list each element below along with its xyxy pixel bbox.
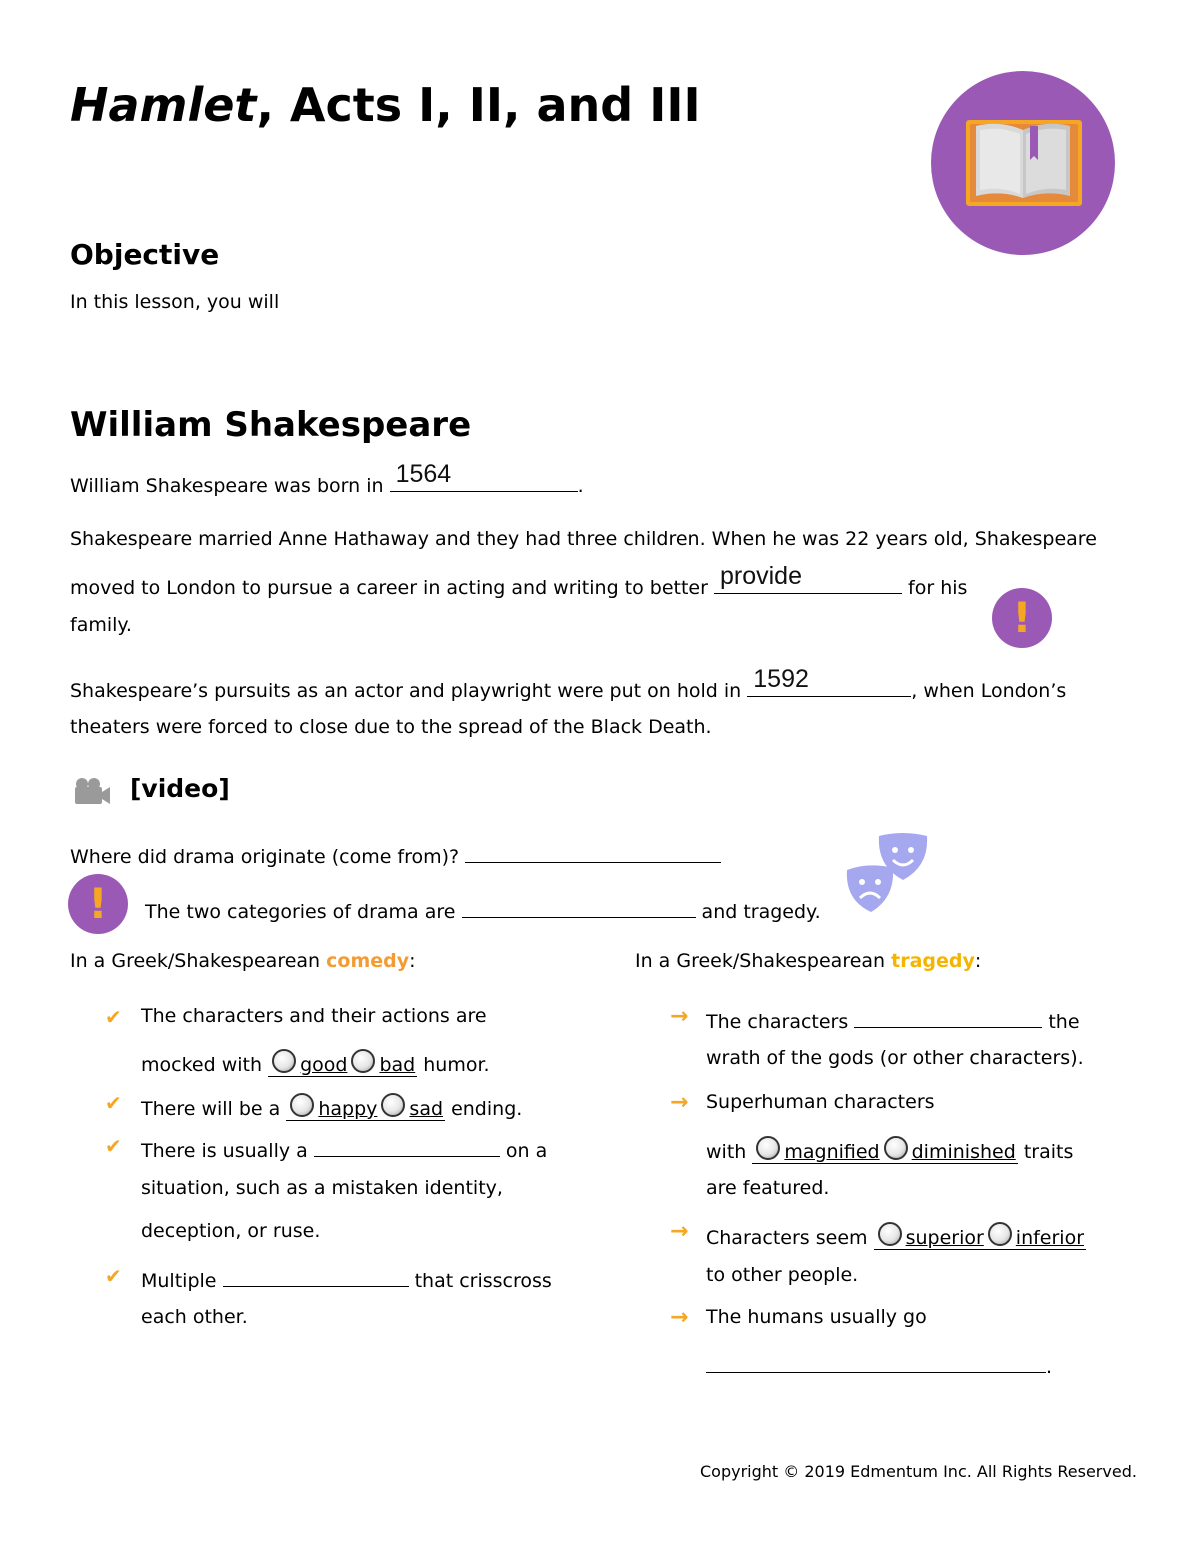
tragedy-item-1-line-2: wrath of the gods (or other characters). <box>706 1047 1084 1069</box>
drama-origin-field[interactable] <box>465 842 721 863</box>
comedy-item-2: There will be a happy sad ending. <box>141 1093 522 1119</box>
tragedy-item-2-line-2: with magnified diminished traits <box>706 1136 1073 1162</box>
hold-line-1: Shakespeare’s pursuits as an actor and playwright were put on hold in 1592 , when London’s <box>70 665 1067 702</box>
radio-superior[interactable] <box>878 1222 902 1246</box>
radio-good[interactable] <box>272 1049 296 1073</box>
radio-sad[interactable] <box>381 1093 405 1117</box>
tragedy-item-1-field[interactable] <box>854 1007 1042 1028</box>
title-rest: , Acts I, II, and III <box>256 78 701 132</box>
ending-choice-group: happy sad <box>286 1098 445 1121</box>
radio-bad[interactable] <box>351 1049 375 1073</box>
arrow-bullet-icon: → <box>670 1219 689 1244</box>
tragedy-item-3-line-2: to other people. <box>706 1264 859 1286</box>
tragedy-item-3-line-1: Characters seem superior inferior <box>706 1222 1086 1248</box>
radio-diminished[interactable] <box>884 1136 908 1160</box>
comedy-heading: In a Greek/Shakespearean comedy: <box>70 950 416 972</box>
comedy-item-4-line-2: each other. <box>141 1306 248 1328</box>
page-title <box>70 78 701 132</box>
radio-magnified[interactable] <box>756 1136 780 1160</box>
check-bullet-icon: ✔ <box>105 1264 122 1288</box>
radio-inferior[interactable] <box>988 1222 1012 1246</box>
radio-happy[interactable] <box>290 1093 314 1117</box>
tragedy-item-2-line-1: Superhuman characters <box>706 1091 935 1113</box>
born-sentence: William Shakespeare was born in 1564 . <box>70 460 584 497</box>
arrow-bullet-icon: → <box>670 1004 689 1029</box>
tragedy-item-1-line-1: The characters the <box>706 1007 1080 1032</box>
married-line-1: Shakespeare married Anne Hathaway and they had three children. When he was 22 years old, Shakespeare <box>70 528 1097 550</box>
tragedy-heading: In a Greek/Shakespearean tragedy: <box>635 950 982 972</box>
married-line-2: moved to London to pursue a career in acting and writing to better provide for his <box>70 562 968 599</box>
drama-origin-question: Where did drama originate (come from)? <box>70 842 721 867</box>
exclamation-alert-icon: ! <box>992 588 1052 648</box>
comedy-item-1-line-1: The characters and their actions are <box>141 1005 487 1027</box>
traits-choice-group: magnified diminished <box>752 1141 1017 1164</box>
superiority-choice-group: superior inferior <box>874 1227 1086 1250</box>
check-bullet-icon: ✔ <box>105 1005 122 1029</box>
check-bullet-icon: ✔ <box>105 1091 122 1115</box>
comedy-item-3-line-3: deception, or ruse. <box>141 1220 321 1242</box>
comedy-item-4-line-1: Multiple that crisscross <box>141 1266 552 1291</box>
shakespeare-heading: William Shakespeare <box>70 405 472 445</box>
video-camera-icon[interactable] <box>72 776 112 806</box>
arrow-bullet-icon: → <box>670 1090 689 1115</box>
tragedy-item-4-line-2: . <box>706 1352 1052 1377</box>
video-label[interactable]: [video] <box>130 774 230 803</box>
comedy-item-4-field[interactable] <box>223 1266 409 1287</box>
objective-heading: Objective <box>70 238 220 271</box>
tragedy-item-4-field[interactable] <box>706 1352 1046 1373</box>
drama-category-field[interactable] <box>462 897 696 918</box>
check-bullet-icon: ✔ <box>105 1134 122 1158</box>
tragedy-item-2-line-3: are featured. <box>706 1177 830 1199</box>
comedy-item-3-field[interactable] <box>314 1136 500 1157</box>
married-answer-field[interactable]: provide <box>714 573 902 594</box>
title-italic: Hamlet <box>70 78 257 132</box>
copyright-footer: Copyright © 2019 Edmentum Inc. All Rights Reserved. <box>700 1462 1137 1481</box>
tragedy-item-4-line-1: The humans usually go <box>706 1306 927 1328</box>
humor-choice-group: good bad <box>268 1054 417 1077</box>
theater-masks-icon <box>845 832 931 914</box>
objective-text: In this lesson, you will <box>70 291 280 313</box>
comedy-item-3-line-2: situation, such as a mistaken identity, <box>141 1177 503 1199</box>
arrow-bullet-icon: → <box>670 1305 689 1330</box>
born-answer-field[interactable]: 1564 <box>390 471 578 492</box>
drama-categories: The two categories of drama are and tragedy. <box>145 897 821 922</box>
hold-line-2: theaters were forced to close due to the spread of the Black Death. <box>70 716 712 738</box>
comedy-item-1-line-2: mocked with good bad humor. <box>141 1049 490 1075</box>
comedy-item-3-line-1: There is usually a on a <box>141 1136 547 1161</box>
exclamation-alert-icon-left: ! <box>68 874 128 934</box>
hold-answer-field[interactable]: 1592 <box>747 676 911 697</box>
book-icon <box>930 70 1116 256</box>
married-line-3: family. <box>70 614 132 636</box>
